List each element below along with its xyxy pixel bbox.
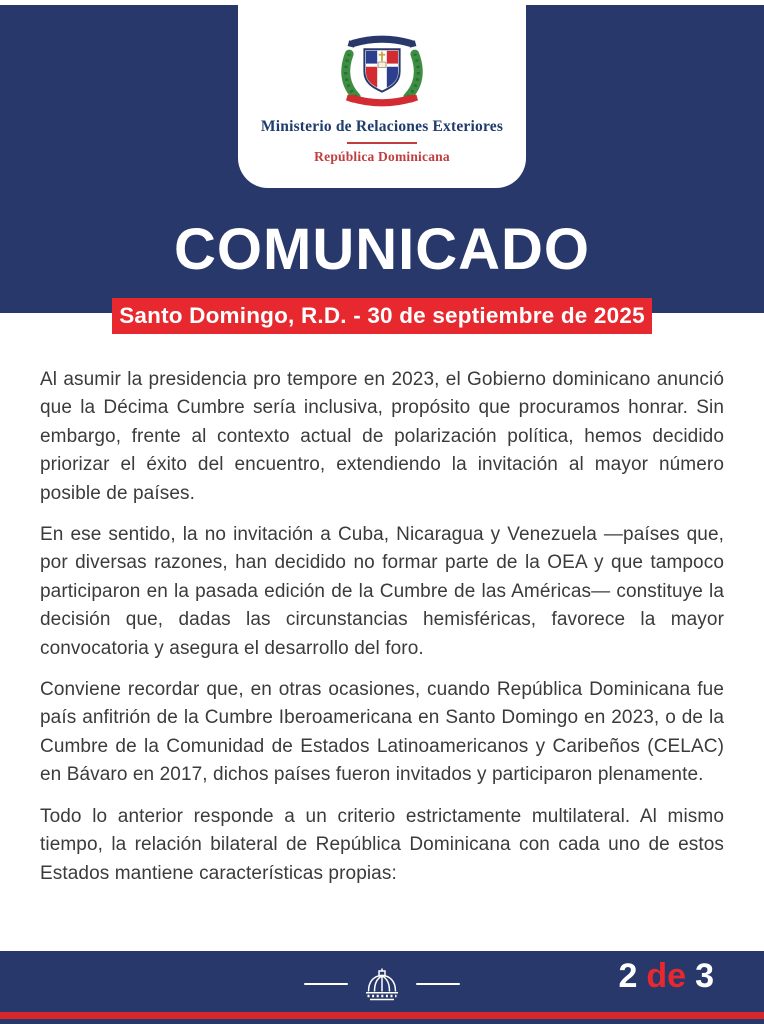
crest-divider xyxy=(347,142,417,144)
right-dash xyxy=(416,983,460,985)
paragraph-2: En ese sentido, la no invitación a Cuba, Nicaragua y Venezuela —países que, por diversas razones, han decidido no formar parte de la OEA y que tampoco participaron en la pasada edición de la Cumbre de las Américas— constituye la decisión que, dadas las circunstancias hemisféricas, favorece la mayor convocatoria y asegura el desarrollo del foro. xyxy=(40,524,724,659)
paragraph-4: Todo lo anterior responde a un criterio estrictamente multilateral. Al mismo tiempo, la relación bilateral de República Dominicana con cada uno de estos Estados mantiene características propias: xyxy=(40,805,724,884)
header-band xyxy=(0,5,764,313)
footer-band xyxy=(0,951,764,1024)
page-title: COMUNICADO xyxy=(174,217,590,282)
palace-dome-icon xyxy=(363,967,401,1001)
ministry-crest-card xyxy=(238,0,526,188)
coat-of-arms-icon xyxy=(238,30,526,110)
country-name: República Dominicana xyxy=(314,149,450,164)
paragraph-3: Conviene recordar que, en otras ocasiones, cuando República Dominicana fue país anfitrión de la Cumbre Iberoamericana en Santo Domingo en 2023, o de la Cumbre de la Comunidad de Estados Latinoamericanos y Caribeños (CELAC) en Bávaro en 2017, dichos países fueron invitados y participaron plenamente. xyxy=(40,679,724,786)
page-total: 3 xyxy=(695,957,714,995)
ministry-name: Ministerio de Relaciones Exteriores xyxy=(260,118,504,135)
left-dash xyxy=(304,983,348,985)
date-banner: Santo Domingo, R.D. - 30 de septiembre de 2025 xyxy=(112,298,652,334)
page-separator: de xyxy=(646,957,687,995)
footer-red-line xyxy=(0,1012,764,1019)
communique-body xyxy=(40,366,724,901)
palace-dome-emblem xyxy=(304,967,460,1001)
page-current: 2 xyxy=(618,957,638,995)
page-indicator xyxy=(618,957,714,996)
paragraph-1: Al asumir la presidencia pro tempore en 2023, el Gobierno dominicano anunció que la Décima Cumbre sería inclusiva, propósito que procuramos honrar. Sin embargo, frente al contexto actual de polarización política, hemos decidido priorizar el éxito del encuentro, extendiendo la invitación al mayor número posible de países. xyxy=(40,369,724,504)
